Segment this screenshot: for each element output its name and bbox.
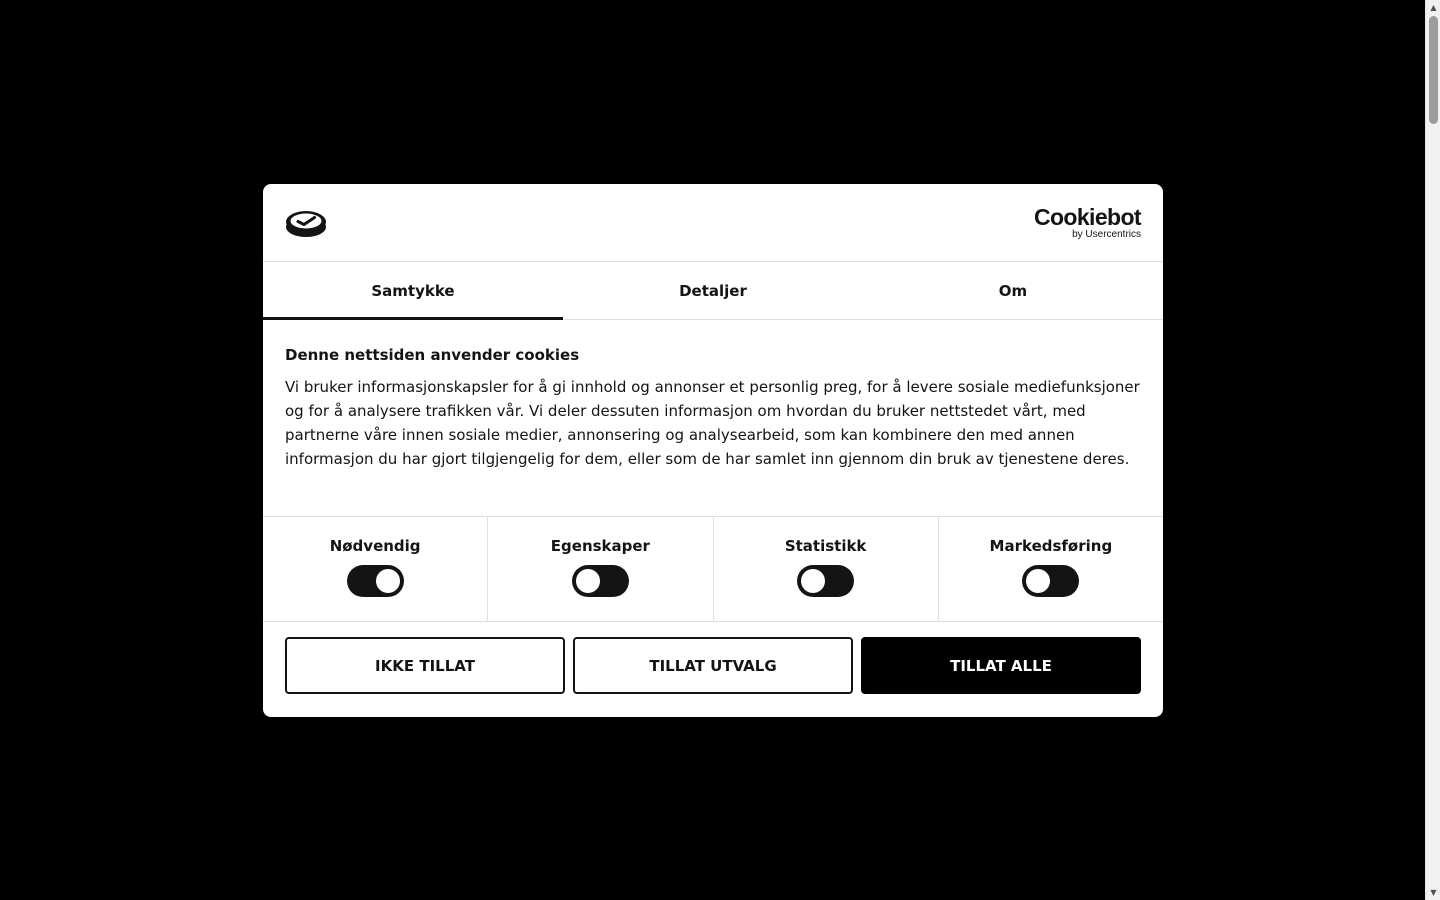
toggle-knob bbox=[801, 569, 825, 593]
toggle-knob bbox=[1026, 569, 1050, 593]
consent-body bbox=[263, 320, 1163, 517]
toggle-cell-preferences bbox=[488, 517, 713, 621]
toggle-cell-necessary bbox=[263, 517, 488, 621]
preferences-toggle[interactable] bbox=[572, 565, 629, 597]
page-scrollbar[interactable] bbox=[1425, 0, 1440, 900]
toggle-label-preferences: Egenskaper bbox=[550, 537, 650, 555]
tab-om[interactable]: Om bbox=[998, 281, 1028, 300]
cookiebot-logo-name: Cookiebot bbox=[1033, 203, 1141, 230]
consent-tabs bbox=[263, 262, 1163, 320]
scroll-down-arrow-icon[interactable]: ▼ bbox=[1430, 888, 1437, 897]
toggle-label-statistics: Statistikk bbox=[784, 537, 867, 555]
tab-detaljer[interactable]: Detaljer bbox=[679, 281, 747, 300]
consent-title: Denne nettsiden anvender cookies bbox=[285, 346, 580, 364]
toggle-cell-marketing bbox=[939, 517, 1163, 621]
scroll-thumb[interactable] bbox=[1429, 16, 1438, 124]
statistics-toggle[interactable] bbox=[797, 565, 854, 597]
category-toggles bbox=[263, 517, 1163, 622]
necessary-toggle[interactable] bbox=[347, 565, 404, 597]
toggle-label-marketing: Markedsføring bbox=[989, 537, 1113, 555]
toggle-knob bbox=[376, 569, 400, 593]
allow-all-button[interactable]: TILLAT ALLE bbox=[861, 637, 1141, 694]
cookie-consent-dialog bbox=[263, 184, 1163, 717]
deny-button[interactable]: IKKE TILLAT bbox=[285, 637, 565, 694]
marketing-toggle[interactable] bbox=[1022, 565, 1079, 597]
cookiebot-logo[interactable] bbox=[1033, 203, 1141, 240]
dialog-header bbox=[263, 184, 1163, 262]
toggle-knob bbox=[576, 569, 600, 593]
toggle-cell-statistics bbox=[714, 517, 939, 621]
cookiebot-logo-sub: by Usercentrics bbox=[1072, 228, 1141, 240]
consent-text: Vi bruker informasjonskapsler for å gi innhold og annonser et personlig preg, for å levere sosiale mediefunksjoner og for å analysere trafikken vår. Vi deler dessuten informasjon om hvordan du bruker nettstedet vårt, med partnerne våre innen sosiale medier, annonsering og analysearbeid, som kan kombinere den med annen informasjon du har gjort tilgjengelig for dem, eller som de har samlet inn gjennom din bruk av tjenestene deres. bbox=[285, 378, 1140, 468]
allow-selection-button[interactable]: TILLAT UTVALG bbox=[573, 637, 853, 694]
cookie-check-icon bbox=[285, 207, 327, 239]
tab-samtykke[interactable]: Samtykke bbox=[263, 262, 563, 319]
scroll-up-arrow-icon[interactable]: ▲ bbox=[1430, 3, 1437, 12]
consent-actions bbox=[263, 622, 1163, 709]
toggle-label-necessary: Nødvendig bbox=[329, 537, 421, 555]
